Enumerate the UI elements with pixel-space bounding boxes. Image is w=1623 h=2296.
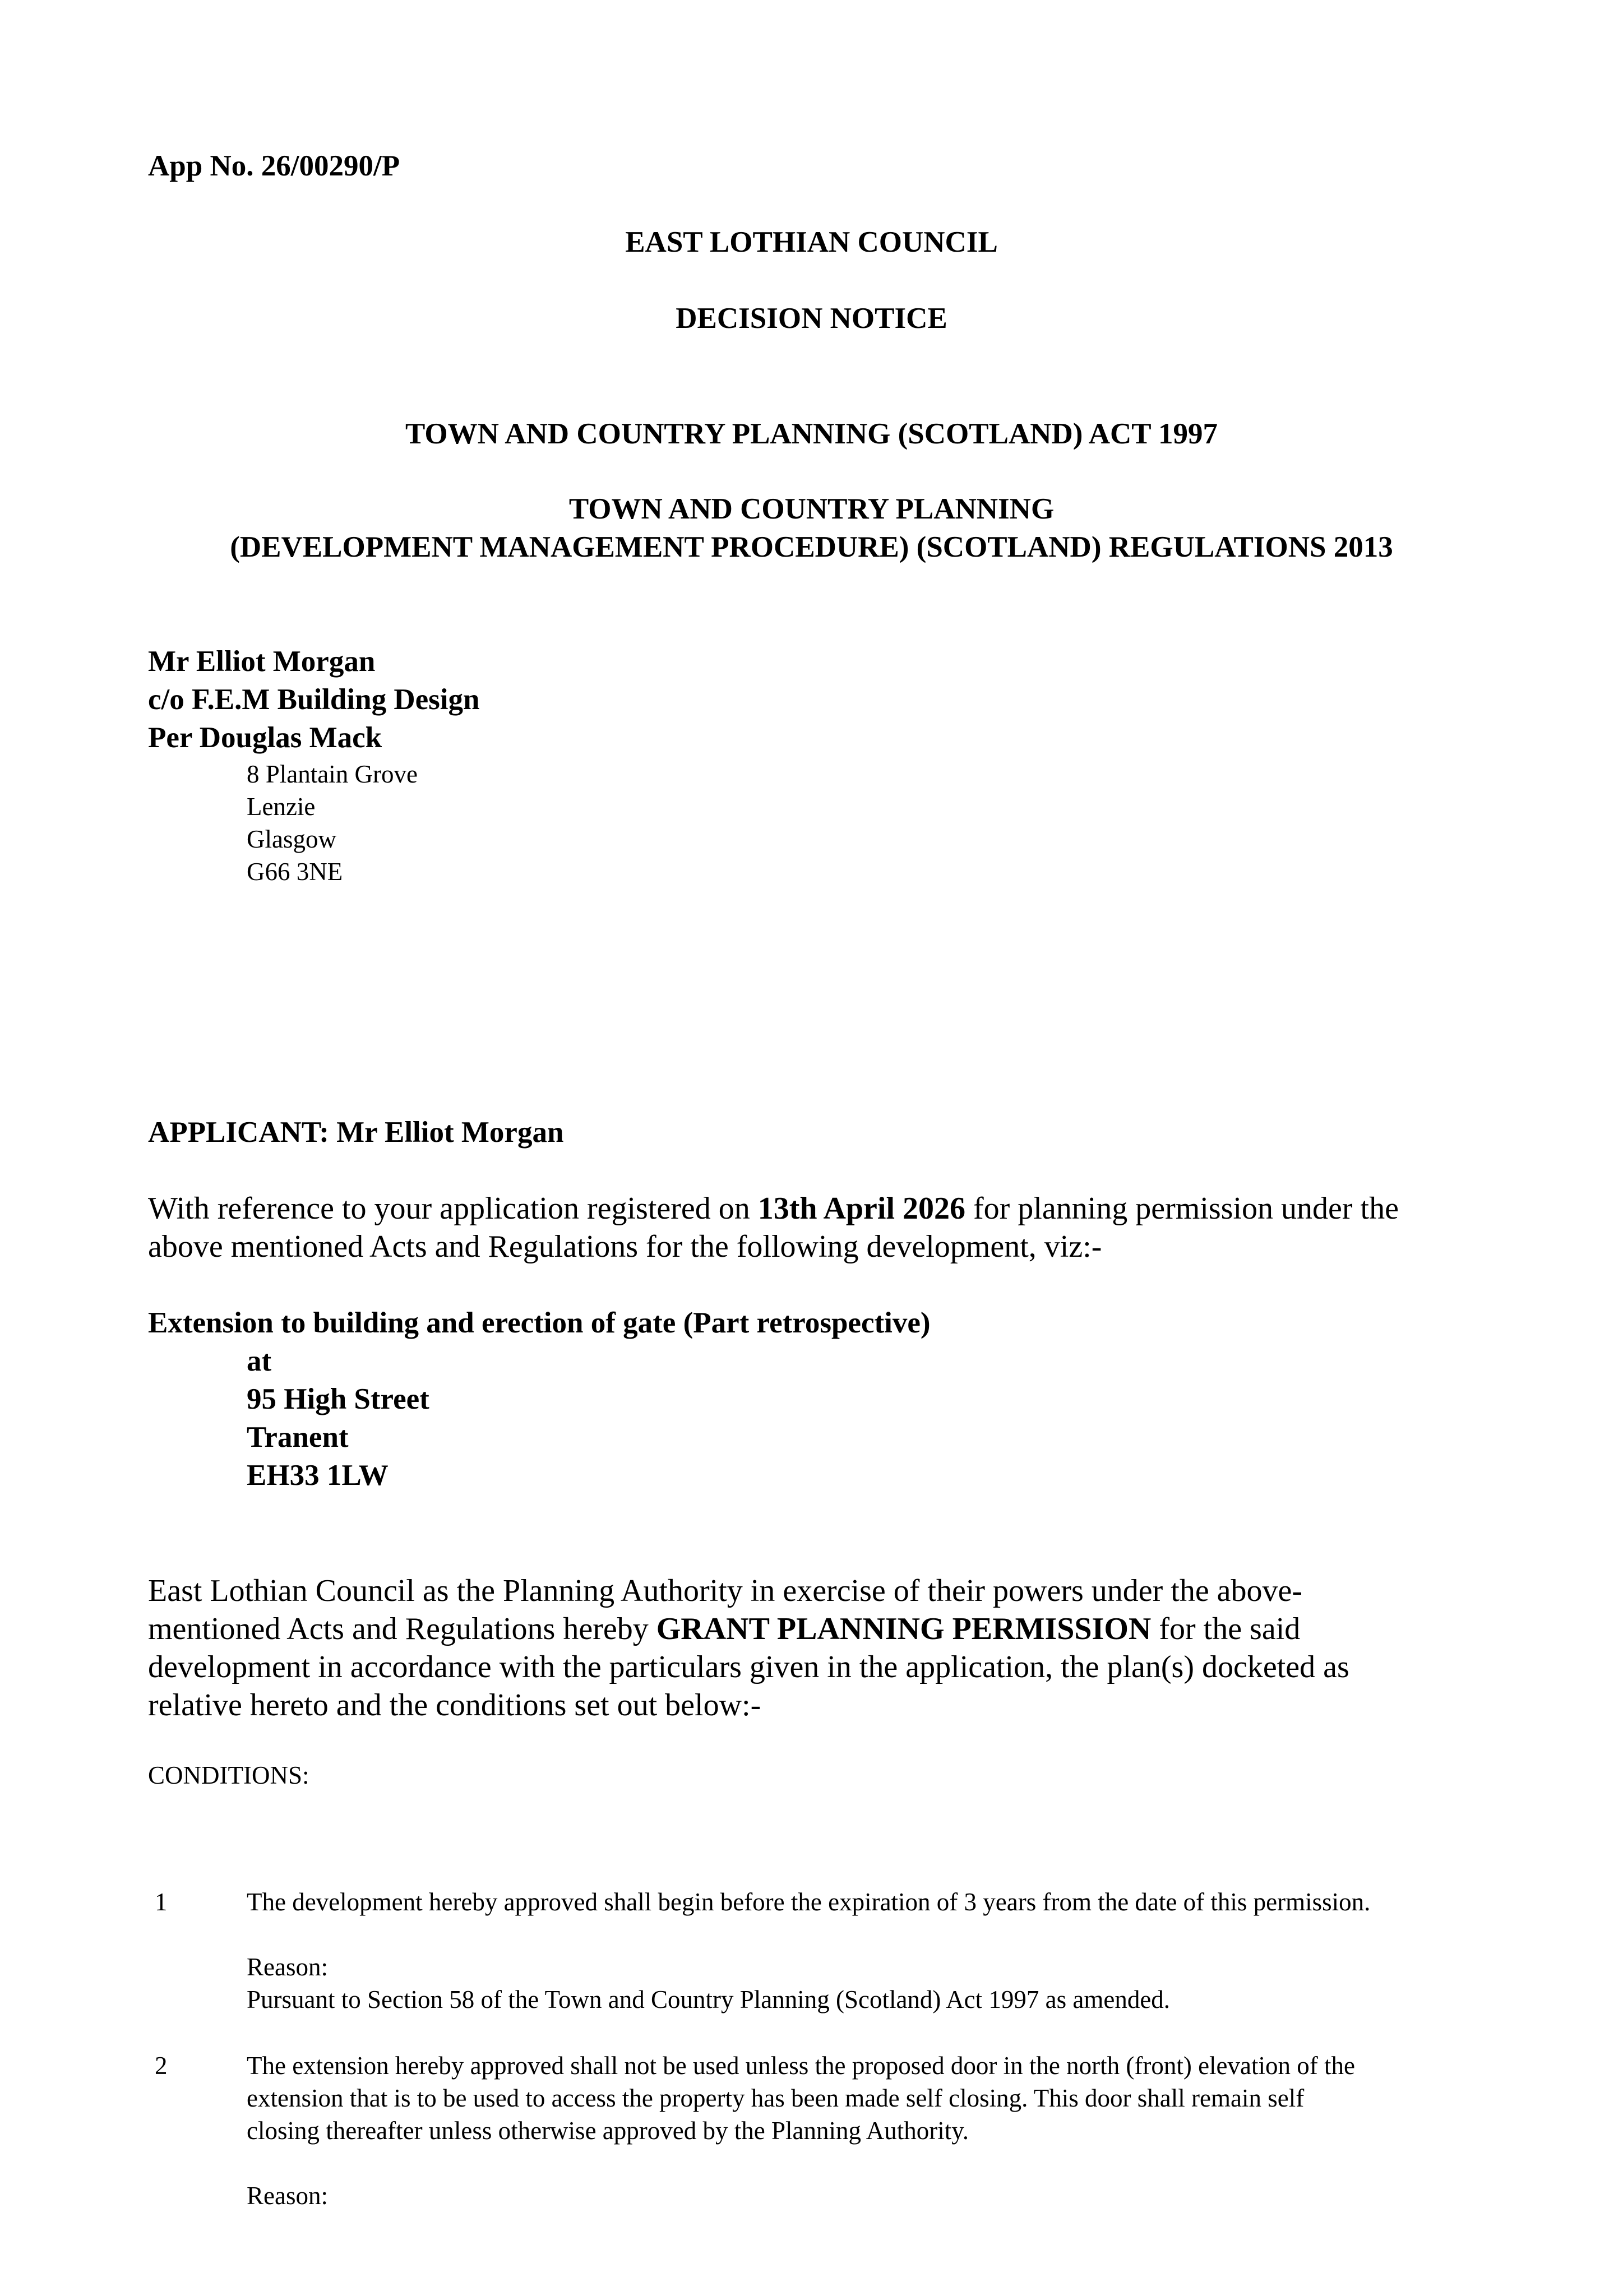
address-line: Glasgow (247, 825, 336, 853)
condition-text-line: The development hereby approved shall begin before the expiration of 3 years from the date of this permission. (247, 1888, 1371, 1916)
decision-grant: GRANT PLANNING PERMISSION (656, 1612, 1152, 1646)
decision-line3: development in accordance with the particulars given in the application, the plan(s) docketed as (148, 1650, 1349, 1684)
condition-text-line: The extension hereby approved shall not be used unless the proposed door in the north (front) elevation of the (247, 2052, 1355, 2080)
decision-line2 (148, 1610, 1482, 1648)
reference-paragraph (148, 1189, 1482, 1266)
reference-line2: above mentioned Acts and Regulations for the following development, viz:- (148, 1229, 1102, 1264)
development-description: Extension to building and erection of gate (Part retrospective) (148, 1307, 931, 1339)
decision-text-after: for the said (1151, 1612, 1301, 1646)
site-town: Tranent (247, 1421, 349, 1453)
decision-paragraph (148, 1572, 1482, 1724)
applicant-line: APPLICANT: Mr Elliot Morgan (148, 1116, 564, 1149)
address-line: Lenzie (247, 793, 316, 821)
site-postcode: EH33 1LW (247, 1459, 389, 1492)
address-line: 8 Plantain Grove (247, 760, 418, 788)
development-site (247, 1342, 429, 1494)
council-name: EAST LOTHIAN COUNCIL (625, 226, 998, 258)
decision-line4: relative hereto and the conditions set out below:- (148, 1688, 761, 1723)
reference-text-after: for planning permission under the (965, 1191, 1399, 1226)
regulations-title-line2: (DEVELOPMENT MANAGEMENT PROCEDURE) (SCOTLAND) REGULATIONS 2013 (230, 531, 1393, 563)
condition-text-line: closing thereafter unless otherwise approved by the Planning Authority. (247, 2117, 969, 2145)
address-line: G66 3NE (247, 858, 343, 886)
regulations-title-line1: TOWN AND COUNTRY PLANNING (568, 493, 1055, 525)
condition-reason-label: Reason: (247, 1953, 328, 1981)
decision-text-before: mentioned Acts and Regulations hereby (148, 1612, 656, 1646)
recipient-care-of: c/o F.E.M Building Design (148, 683, 480, 716)
condition-number: 1 (155, 1888, 168, 1916)
condition-number: 2 (155, 2052, 168, 2080)
application-number: App No. 26/00290/P (148, 150, 400, 182)
conditions-heading: CONDITIONS: (148, 1761, 309, 1789)
act-title: TOWN AND COUNTRY PLANNING (SCOTLAND) ACT 1997 (405, 418, 1218, 450)
decision-line1: East Lothian Council as the Planning Authority in exercise of their powers under the above- (148, 1573, 1303, 1608)
condition-text-line: extension that is to be used to access the property has been made self closing. This door shall remain self (247, 2084, 1305, 2112)
condition-2 (247, 2049, 1491, 2212)
notice-title: DECISION NOTICE (676, 302, 947, 335)
recipient-address (247, 758, 418, 888)
site-street: 95 High Street (247, 1383, 429, 1415)
condition-1 (247, 1886, 1491, 2016)
recipient-name: Mr Elliot Morgan (148, 645, 376, 678)
reference-line1 (148, 1189, 1482, 1228)
condition-reason-label: Reason: (247, 2182, 328, 2210)
recipient-per: Per Douglas Mack (148, 721, 382, 754)
condition-reason-line: Pursuant to Section 58 of the Town and Country Planning (Scotland) Act 1997 as amended. (247, 1985, 1171, 2013)
registration-date: 13th April 2026 (757, 1191, 965, 1226)
site-at: at (247, 1345, 272, 1377)
reference-text-before: With reference to your application registered on (148, 1191, 758, 1226)
